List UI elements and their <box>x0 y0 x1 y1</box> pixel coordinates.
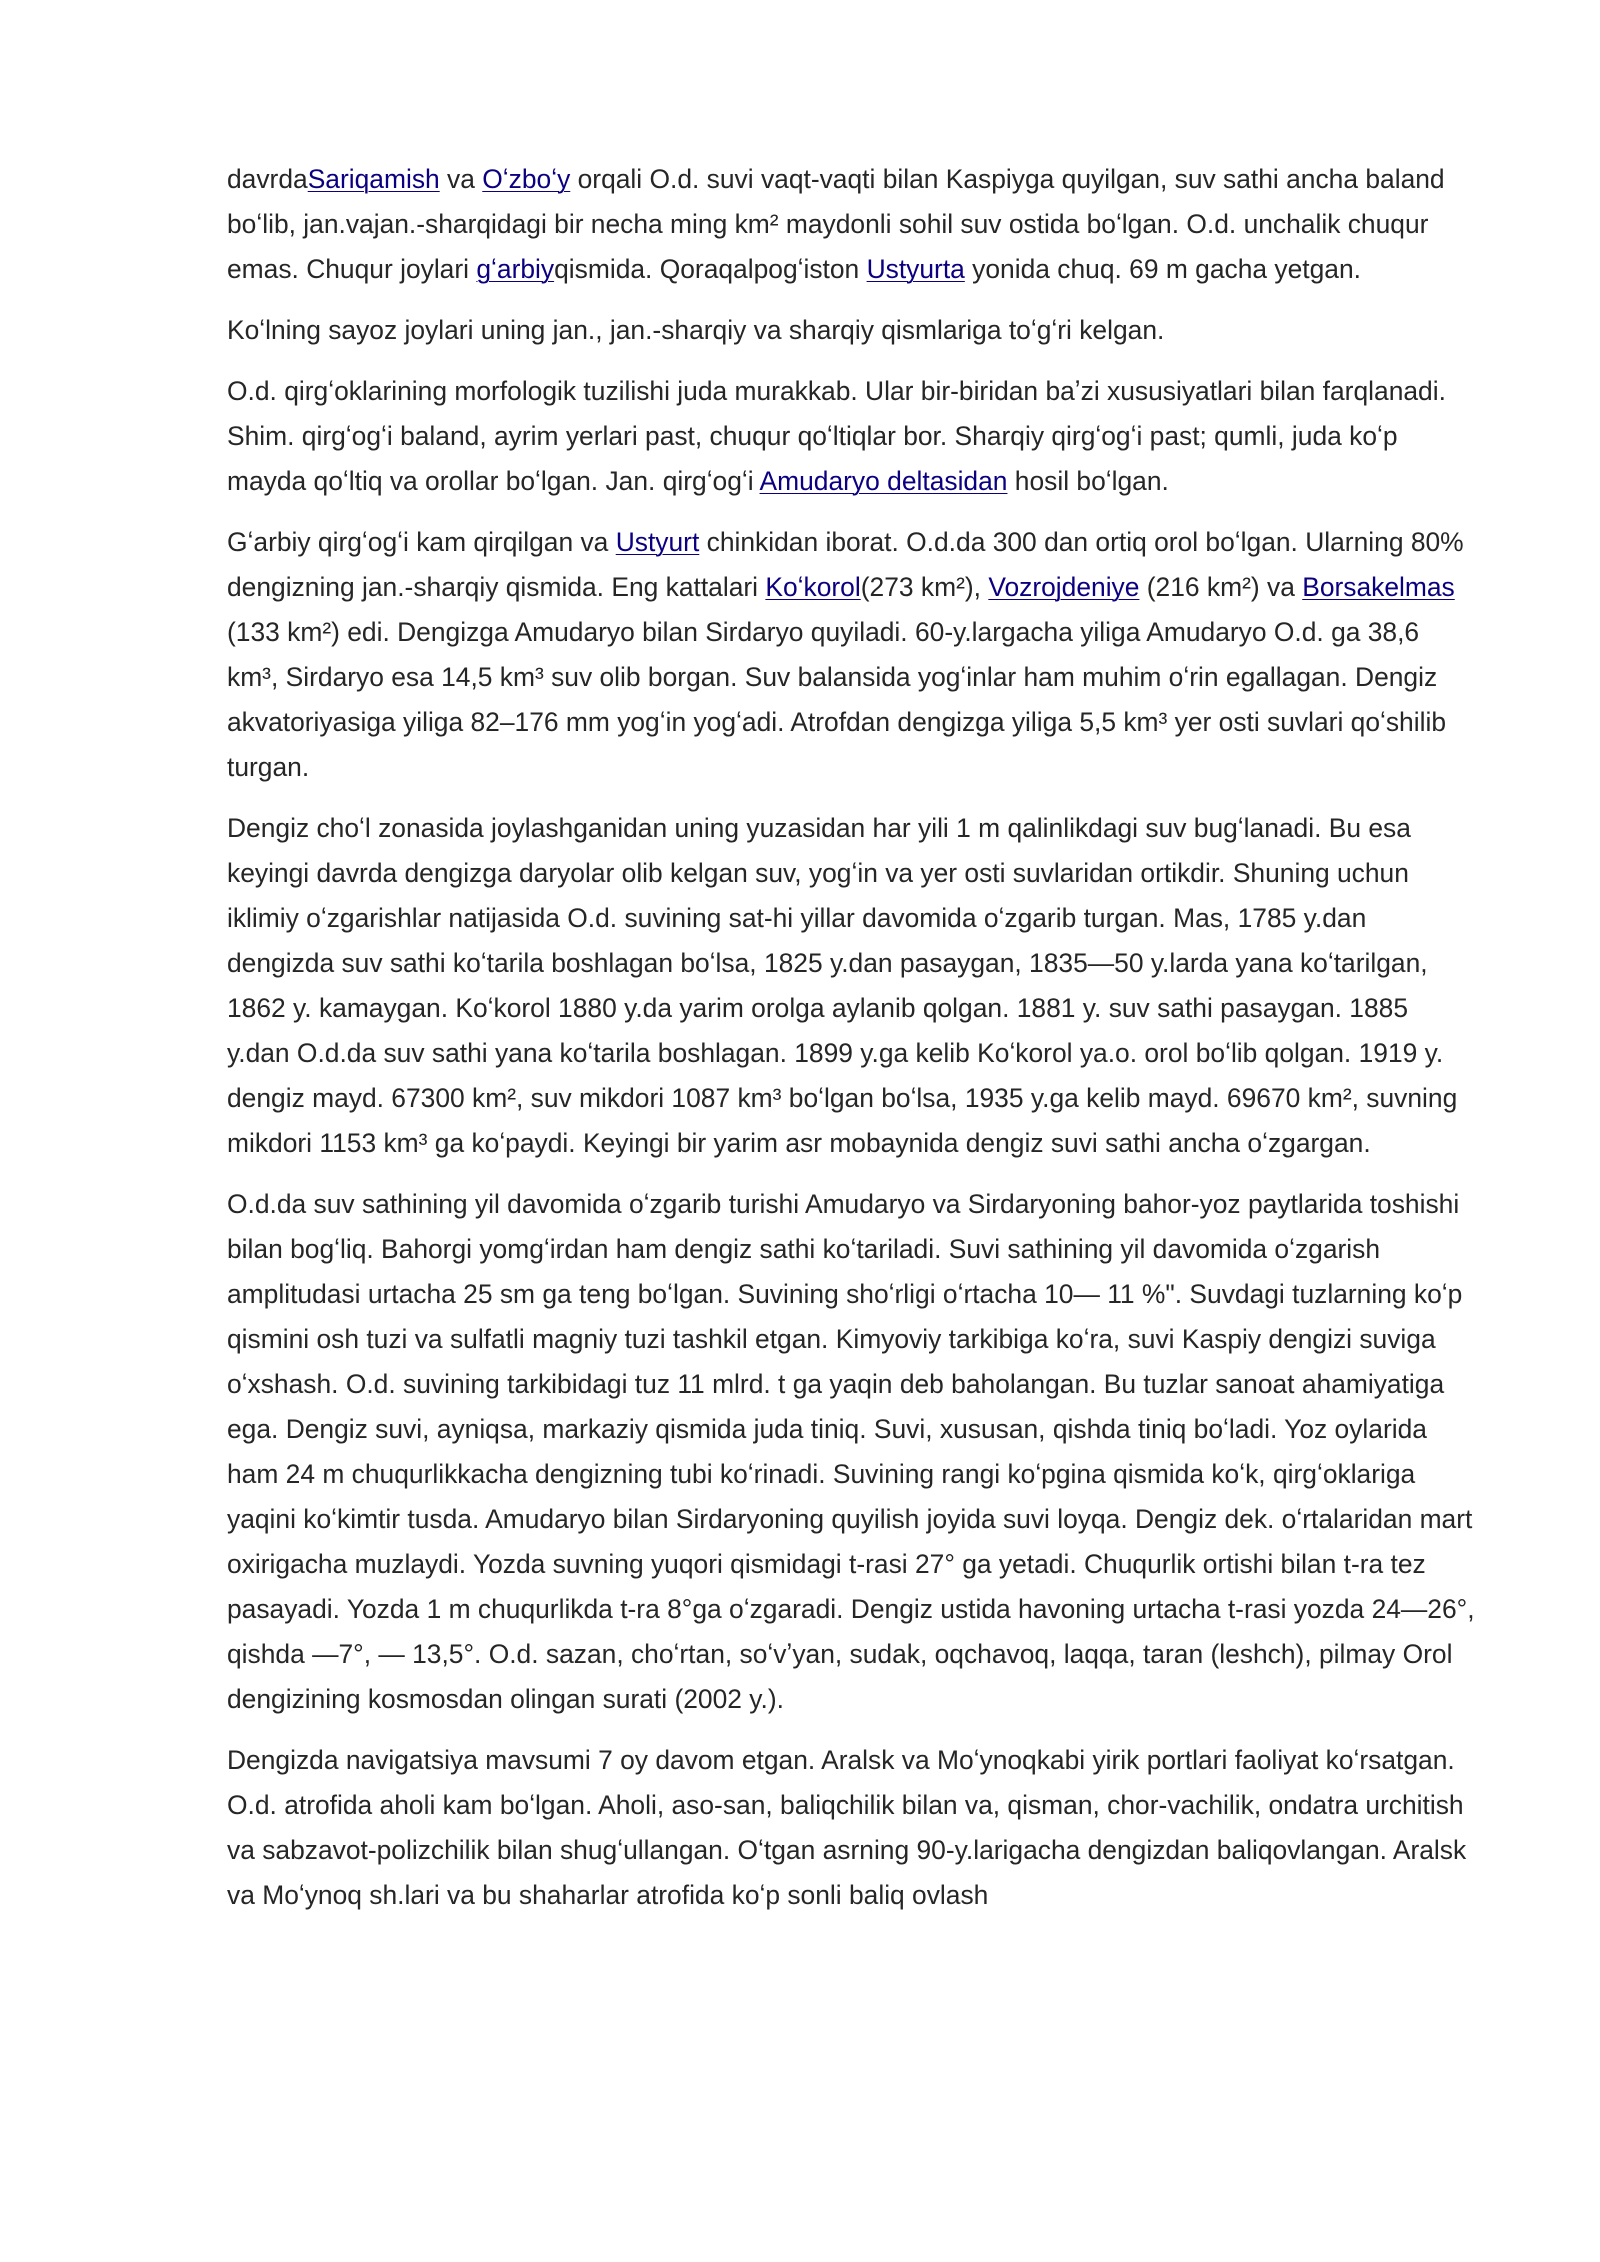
body-text: O.d.da suv sathining yil davomida oʻzgarib turishi Amudaryo va Sirdaryoning bahor-yoz paytlarida toshishi bilan bogʻliq. Bahorgi yomgʻirdan ham dengiz sathi koʻtariladi. Suvi sathining yil davomida oʻzgarish amplitudasi urtacha 25 sm ga teng boʻlgan. Suvining shoʻrligi oʻrtacha 10— 11 %". Suvdagi tuzlarning koʻp qismini osh tuzi va sulfatli magniy tuzi tashkil etgan. Kimyoviy tarkibiga koʻra, suvi Kaspiy dengizi suviga oʻxshash. O.d. suvining tarkibidagi tuz 11 mlrd. t ga yaqin deb baholangan. Bu tuzlar sanoat ahamiyatiga ega. Dengiz suvi, ayniqsa, markaziy qismida juda tiniq. Suvi, xususan, qishda tiniq boʻladi. Yoz oylarida ham 24 m chuqurlikkacha dengizning tubi koʻrinadi. Suvining rangi koʻpgina qismida koʻk, qirgʻoklariga yaqini koʻkimtir tusda. Amudaryo bilan Sirdaryoning quyilish joyida suvi loyqa. Dengiz dek. oʻrtalaridan mart oxirigacha muzlaydi. Yozda suvning yuqori qismidagi t-rasi 27° ga yetadi. Chuqurlik ortishi bilan t-ra tez pasayadi. Yozda 1 m chuqurlikda t-ra 8°ga oʻzgaradi. Dengiz ustida havoning urtacha t-rasi yozda 24—26°, qishda —7°, — 13,5°. O.d. sazan, choʻrtan, soʻvʼyan, sudak, oqchavoq, laqqa, taran (leshch), pilmay Orol dengizining kosmosdan olingan surati (2002 y.). <box>227 1189 1475 1714</box>
paragraph <box>227 806 1477 1166</box>
body-text: Gʻarbiy qirgʻogʻi kam qirqilgan va <box>227 527 616 557</box>
wiki-link[interactable]: Oʻzboʻy <box>482 164 571 194</box>
body-text: Dengizda navigatsiya mavsumi 7 oy davom etgan. Aralsk va Moʻynoqkabi yirik portlari faoliyat koʻrsatgan. O.d. atrofida aholi kam boʻlgan. Aholi, aso-san, baliqchilik bilan va, qisman, chor-vachilik, ondatra urchitish va sabzavot-polizchilik bilan shugʻullangan. Oʻtgan asrning 90-y.larigacha dengizdan baliqovlangan. Aralsk va Moʻynoq sh.lari va bu shaharlar atrofida koʻp sonli baliq ovlash <box>227 1745 1467 1910</box>
wiki-link[interactable]: Koʻkorol <box>765 572 861 602</box>
wiki-link[interactable]: gʻarbiy <box>476 254 555 284</box>
body-text: qismida. Qoraqalpogʻiston <box>554 254 867 284</box>
body-text: hosil boʻlgan. <box>1007 466 1169 496</box>
paragraph <box>227 1738 1477 1918</box>
body-text: (133 km²) edi. Dengizga Amudaryo bilan Sirdaryo quyiladi. 60-y.largacha yiliga Amudaryo O.d. ga 38,6 km³, Sirdaryo esa 14,5 km³ suv olib borgan. Suv balansida yogʻinlar ham muhim oʻrin egallagan. Dengiz akvatoriyasiga yiliga 82–176 mm yogʻin yogʻadi. Atrofdan dengizga yiliga 5,5 km³ yer osti suvlari qoʻshilib turgan. <box>227 617 1446 782</box>
document-body <box>227 157 1477 1934</box>
body-text: va <box>439 164 483 194</box>
body-text: O.d. qirgʻoklarining morfologik tuzilishi juda murakkab. Ular bir-biridan baʼzi xususiyatlari bilan farqlanadi. Shim. qirgʻogʻi baland, ayrim yerlari past, chuqur qoʻltiqlar bor. Sharqiy qirgʻogʻi past; qumli, juda koʻp mayda qoʻltiq va orollar boʻlgan. Jan. qirgʻogʻi <box>227 376 1446 496</box>
body-text: chinkidan iborat. O.d.da 300 dan ortiq orol boʻlgan. Ularning 80% dengizning jan.-sharqiy qismida. Eng kattalari <box>227 527 1464 602</box>
paragraph <box>227 520 1477 790</box>
body-text: Koʻlning sayoz joylari uning jan., jan.-sharqiy va sharqiy qismlariga toʻgʻri kelgan. <box>227 315 1165 345</box>
body-text: orqali O.d. suvi vaqt-vaqti bilan Kaspiyga quyilgan, suv sathi ancha baland boʻlib, jan.vajan.-sharqidagi bir necha ming km² maydonli sohil suv ostida boʻlgan. O.d. unchalik chuqur emas. Chuqur joylari <box>227 164 1445 284</box>
wiki-link[interactable]: Ustyurta <box>866 254 965 284</box>
paragraph <box>227 308 1477 353</box>
wiki-link[interactable]: Ustyurt <box>615 527 700 557</box>
wiki-link[interactable]: Sariqamish <box>307 164 440 194</box>
body-text: Dengiz choʻl zonasida joylashganidan uning yuzasidan har yili 1 m qalinlikdagi suv bugʻlanadi. Bu esa keyingi davrda dengizga daryolar olib kelgan suv, yogʻin va yer osti suvlaridan ortikdir. Shuning uchun iklimiy oʻzgarishlar natijasida O.d. suvining sat-hi yillar davomida oʻzgarib turgan. Mas, 1785 y.dan dengizda suv sathi koʻtarila boshlagan boʻlsa, 1825 y.dan pasaygan, 1835—50 y.larda yana koʻtarilgan, 1862 y. kamaygan. Koʻkorol 1880 y.da yarim orolga aylanib qolgan. 1881 y. suv sathi pasaygan. 1885 y.dan O.d.da suv sathi yana koʻtarila boshlagan. 1899 y.ga kelib Koʻkorol ya.o. orol boʻlib qolgan. 1919 y. dengiz mayd. 67300 km², suv mikdori 1087 km³ boʻlgan boʻlsa, 1935 y.ga kelib mayd. 69670 km², suvning mikdori 1153 km³ ga koʻpaydi. Keyingi bir yarim asr mobaynida dengiz suvi sathi ancha oʻzgargan. <box>227 813 1458 1158</box>
wiki-link[interactable]: Borsakelmas <box>1302 572 1455 602</box>
body-text: (216 km²) va <box>1139 572 1303 602</box>
paragraph <box>227 369 1477 504</box>
body-text: (273 km²), <box>860 572 989 602</box>
body-text: davrda <box>227 164 308 194</box>
paragraph <box>227 1182 1477 1722</box>
body-text: yonida chuq. 69 m gacha yetgan. <box>964 254 1361 284</box>
wiki-link[interactable]: Vozrojdeniye <box>988 572 1140 602</box>
paragraph <box>227 157 1477 292</box>
wiki-link[interactable]: Amudaryo deltasidan <box>759 466 1008 496</box>
